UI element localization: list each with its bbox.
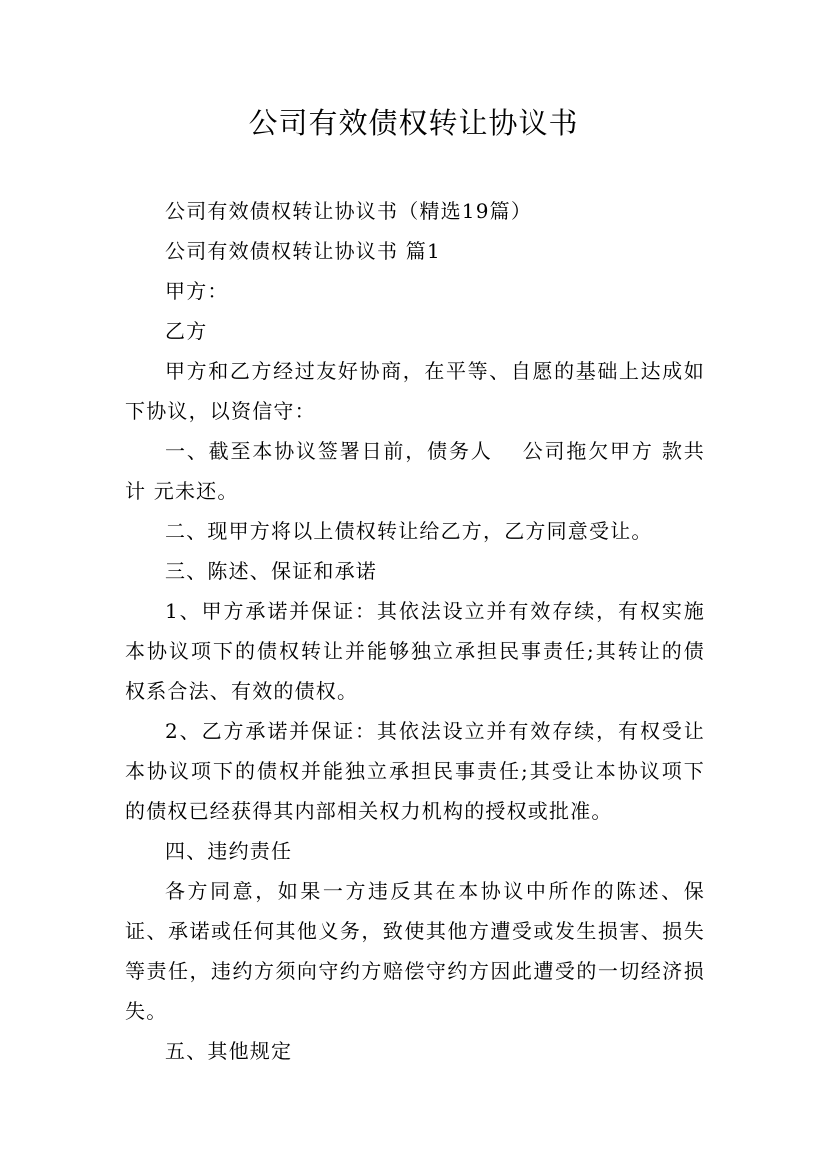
document-body bbox=[125, 191, 705, 1071]
paragraph-clause-3-item-2: 2、乙方承诺并保证：其依法设立并有效存续，有权受让本协议项下的债权并能独立承担民事责任;其受让本协议项下的债权已经获得其内部相关权力机构的授权或批准。 bbox=[125, 719, 705, 823]
paragraph-clause-3-heading: 三、陈述、保证和承诺 bbox=[165, 559, 377, 583]
paragraph-clause-2: 二、现甲方将以上债权转让给乙方，乙方同意受让。 bbox=[165, 519, 653, 543]
paragraph-preamble: 甲方和乙方经过友好协商，在平等、自愿的基础上达成如下协议，以资信守： bbox=[125, 359, 705, 423]
paragraph-clause-4-body: 各方同意，如果一方违反其在本协议中所作的陈述、保证、承诺或任何其他义务，致使其他方遭受或发生损害、损失等责任，违约方须向守约方赔偿守约方因此遭受的一切经济损失。 bbox=[125, 879, 705, 1023]
paragraph-party-b: 乙方 bbox=[165, 319, 208, 343]
document-title: 公司有效债权转让协议书 bbox=[248, 106, 579, 140]
paragraph-clause-5-heading: 五、其他规定 bbox=[165, 1039, 293, 1063]
paragraph-subtitle: 公司有效债权转让协议书（精选19篇） bbox=[165, 199, 533, 223]
paragraph-clause-1: 一、截至本协议签署日前，债务人 公司拖欠甲方 款共计 元未还。 bbox=[125, 439, 705, 503]
paragraph-clause-4-heading: 四、违约责任 bbox=[165, 839, 293, 863]
paragraph-clause-3-item-1: 1、甲方承诺并保证：其依法设立并有效存续，有权实施本协议项下的债权转让并能够独立承担民事责任;其转让的债权系合法、有效的债权。 bbox=[125, 599, 705, 703]
paragraph-party-a: 甲方： bbox=[165, 279, 229, 303]
paragraph-part-heading: 公司有效债权转让协议书 篇1 bbox=[165, 239, 441, 263]
